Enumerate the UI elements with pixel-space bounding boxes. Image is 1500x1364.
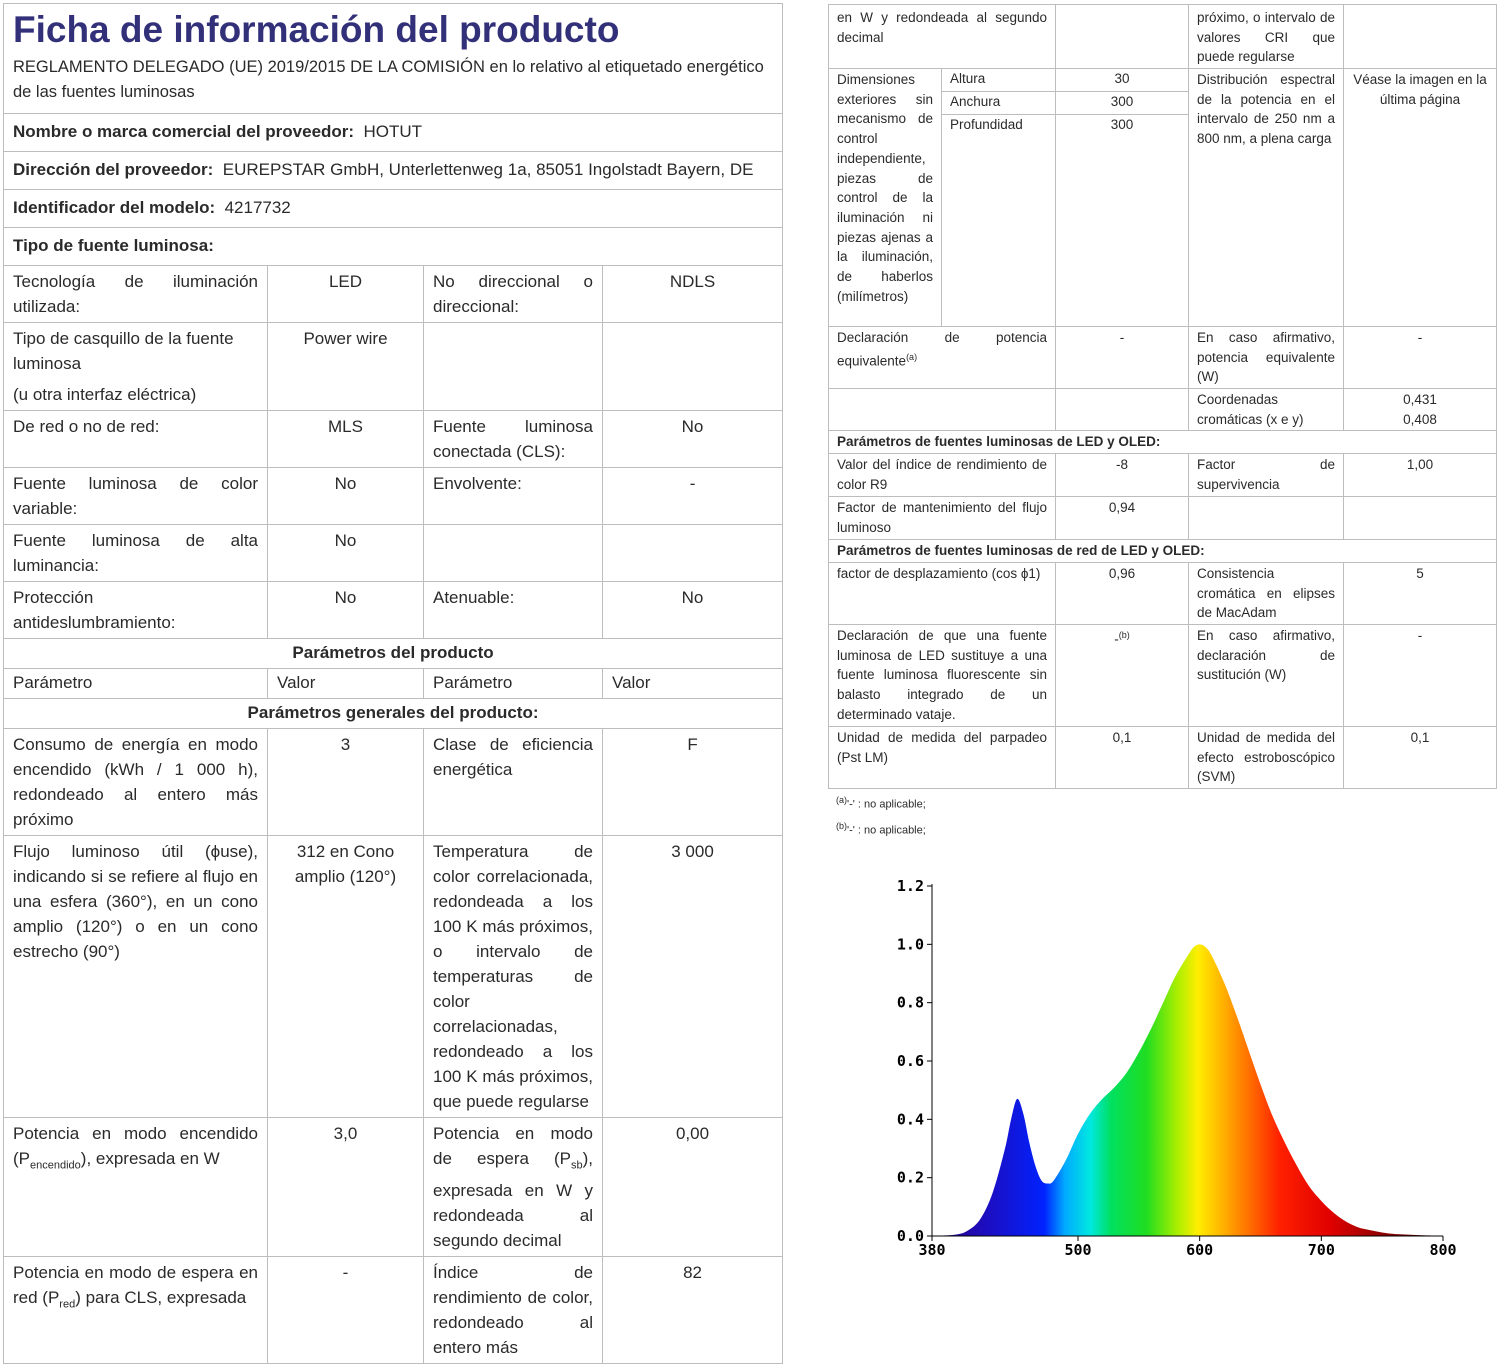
value-cell: 82 xyxy=(603,1257,783,1364)
value-cell xyxy=(1344,5,1497,69)
param-cell: Atenuable: xyxy=(424,582,603,639)
value-cell: - xyxy=(268,1257,424,1364)
param-cell: Fuente luminosa de color variable: xyxy=(4,468,268,525)
param-cell: En caso afirmativo, declaración de sustitución (W) xyxy=(1189,625,1344,727)
param-cell: próximo, o intervalo de valores CRI que puede regularse xyxy=(1189,5,1344,69)
value-cell: No xyxy=(268,468,424,525)
value-cell: 0,1 xyxy=(1056,727,1189,789)
value-cell: Power wire xyxy=(268,323,424,411)
value-cell xyxy=(1344,389,1497,431)
light-source-type-heading: Tipo de fuente luminosa: xyxy=(4,228,783,266)
footnote-a xyxy=(836,789,1496,817)
depth-value: 300 xyxy=(1056,115,1189,327)
column-header: Valor xyxy=(603,669,783,699)
height-value: 30 xyxy=(1056,69,1189,92)
param-cell xyxy=(424,1118,603,1257)
value-cell: F xyxy=(603,729,783,836)
param-cell xyxy=(424,525,603,582)
chromaticity-x: 0,431 xyxy=(1403,392,1437,407)
y-tick-label: 1.2 xyxy=(896,877,924,895)
value-cell: - xyxy=(1344,327,1497,389)
value-cell: 5 xyxy=(1344,563,1497,625)
value-cell: 3,0 xyxy=(268,1118,424,1257)
spectral-distribution-label: Distribución espectral de la potencia en el intervalo de 250 nm a 800 nm, a plena carga xyxy=(1189,69,1344,327)
width-value: 300 xyxy=(1056,92,1189,115)
footnote-b xyxy=(836,815,1496,843)
param-cell xyxy=(4,1257,268,1364)
text-subscript: sb xyxy=(570,1159,583,1172)
supplier-name-row xyxy=(4,114,783,152)
x-tick-label: 600 xyxy=(1186,1241,1214,1259)
product-info-sheet-right xyxy=(828,4,1496,842)
footnote-text: '-' : no aplicable; xyxy=(847,798,926,811)
value-cell xyxy=(1056,5,1189,69)
value-cell: 1,00 xyxy=(1344,454,1497,497)
value-cell: 0,94 xyxy=(1056,497,1189,540)
param-cell xyxy=(1189,497,1344,540)
model-id-label: Identificador del modelo: xyxy=(13,198,216,217)
value-cell: 312 en Cono amplio (120°) xyxy=(268,836,424,1118)
param-cell xyxy=(424,323,603,411)
depth-label: Profundidad xyxy=(942,115,1056,327)
y-tick-label: 0.6 xyxy=(896,1052,924,1070)
param-cell: Factor de supervivencia xyxy=(1189,454,1344,497)
text-subscript: red xyxy=(59,1298,76,1311)
text-part: Potencia en modo de espera (P xyxy=(433,1124,593,1168)
value-cell xyxy=(603,525,783,582)
y-tick-label: 0.8 xyxy=(896,993,924,1012)
width-label: Anchura xyxy=(942,92,1056,115)
value-cell: 3 000 xyxy=(603,836,783,1118)
supplier-name-label: Nombre o marca comercial del proveedor: xyxy=(13,122,355,141)
text-part: Potencia en modo de espera en red (P xyxy=(13,1263,258,1308)
param-cell: Tecnología de iluminación utilizada: xyxy=(4,266,268,323)
spectral-power-chart xyxy=(880,870,1460,1270)
chromaticity-y: 0,408 xyxy=(1403,411,1437,427)
value-cell: No xyxy=(603,411,783,468)
value-cell: - xyxy=(1056,327,1189,389)
text-subscript: encendido xyxy=(30,1159,81,1172)
product-params-heading: Parámetros del producto xyxy=(4,639,783,669)
value-cell xyxy=(1344,497,1497,540)
plot-area xyxy=(932,944,1443,1236)
left-table xyxy=(3,3,783,1364)
param-cell: Coordenadas cromáticas (x e y) xyxy=(1189,389,1344,431)
param-cell: Clase de eficiencia energética xyxy=(424,729,603,836)
cap-type-label: Tipo de casquillo de la fuente luminosa xyxy=(13,329,234,373)
param-cell: Envolvente: xyxy=(424,468,603,525)
value-cell: 0,00 xyxy=(603,1118,783,1257)
model-id-row xyxy=(4,190,783,228)
param-cell: En caso afirmativo, potencia equivalente (W) xyxy=(1189,327,1344,389)
footnotes xyxy=(828,789,1496,842)
mains-led-params-heading: Parámetros de fuentes luminosas de red de LED y OLED: xyxy=(829,540,1497,563)
value-cell: No xyxy=(268,525,424,582)
cap-type-note: (u otra interfaz eléctrica) xyxy=(13,385,197,404)
model-id-value: 4217732 xyxy=(224,198,291,217)
value-cell: No xyxy=(268,582,424,639)
param-cell: Unidad de medida del parpadeo (Pst LM) xyxy=(829,727,1056,789)
supplier-name-value: HOTUT xyxy=(363,122,423,141)
y-tick-label: 1.0 xyxy=(896,935,924,954)
supplier-address-label: Dirección del proveedor: xyxy=(13,160,214,179)
regulation-subtitle: REGLAMENTO DELEGADO (UE) 2019/2015 DE LA COMISIÓN en lo relativo al etiquetado energético de las fuentes luminosas xyxy=(13,58,764,101)
param-cell: Fuente luminosa conectada (CLS): xyxy=(424,411,603,468)
param-cell: No direccional o direccional: xyxy=(424,266,603,323)
value-cell: 0,1 xyxy=(1344,727,1497,789)
x-tick-label: 500 xyxy=(1064,1241,1092,1259)
param-cell: Flujo luminoso útil (ϕuse), indicando si se refiere al flujo en una esfera (360°), en un cono amplio (120°) o en un cono estrecho (90°) xyxy=(4,836,268,1118)
y-tick-label: 0.4 xyxy=(896,1110,924,1129)
param-cell: Índice de rendimiento de color, redondeado al entero más xyxy=(424,1257,603,1364)
x-tick-label: 380 xyxy=(918,1241,946,1259)
param-cell: Declaración de que una fuente luminosa de LED sustituye a una fuente luminosa fluorescente sin balasto integrado de un determinado vataje. xyxy=(829,625,1056,727)
text-part: ) para CLS, expresada xyxy=(75,1288,247,1308)
param-cell: Consumo de energía en modo encendido (kWh / 1 000 h), redondeado al entero más próximo xyxy=(4,729,268,836)
value-cell: NDLS xyxy=(603,266,783,323)
page-title: Ficha de información del producto xyxy=(13,9,620,50)
footnote-text: '-' : no aplicable; xyxy=(847,824,926,837)
value-cell: LED xyxy=(268,266,424,323)
value-cell: - xyxy=(1344,625,1497,727)
value-cell: 3 xyxy=(268,729,424,836)
footnote-mark: (a) xyxy=(836,795,847,805)
param-cell: Consistencia cromática en elipses de MacAdam xyxy=(1189,563,1344,625)
value-cell: - xyxy=(603,468,783,525)
value-cell xyxy=(1056,389,1189,431)
right-table xyxy=(828,4,1497,789)
text-part: ), expresada en W y redondeada al segundo decimal xyxy=(433,1149,593,1251)
supplier-address-value: EUREPSTAR GmbH, Unterlettenweg 1a, 85051 Ingolstadt Bayern, DE xyxy=(222,160,754,179)
product-info-sheet-left xyxy=(3,3,782,1364)
param-cell: Temperatura de color correlacionada, redondeada a los 100 K más próximos, o intervalo de temperaturas de color correlacionadas, redondeado a los 100 K más próximos, que puede regularse xyxy=(424,836,603,1118)
text-superscript: (a) xyxy=(906,351,918,362)
value-cell: MLS xyxy=(268,411,424,468)
value-cell: -8 xyxy=(1056,454,1189,497)
general-params-heading: Parámetros generales del producto: xyxy=(4,699,783,729)
y-tick-label: 0.2 xyxy=(896,1168,924,1187)
supplier-address-row xyxy=(4,152,783,190)
param-cell: factor de desplazamiento (cos ϕ1) xyxy=(829,563,1056,625)
param-cell: en W y redondeada al segundo decimal xyxy=(829,5,1056,69)
param-cell xyxy=(829,327,1056,389)
param-cell: Protección antideslumbramiento: xyxy=(4,582,268,639)
value-cell: No xyxy=(603,582,783,639)
param-cell: Valor del índice de rendimiento de color R9 xyxy=(829,454,1056,497)
text-part: Potencia en modo encendido (P xyxy=(13,1124,258,1168)
param-cell: Unidad de medida del efecto estroboscópico (SVM) xyxy=(1189,727,1344,789)
led-params-heading: Parámetros de fuentes luminosas de LED y OLED: xyxy=(829,431,1497,454)
y-tick-label: 0.0 xyxy=(896,1227,924,1245)
height-label: Altura xyxy=(942,69,1056,92)
x-tick-label: 800 xyxy=(1429,1241,1457,1259)
value-cell: 0,96 xyxy=(1056,563,1189,625)
text-part: ), expresada en W xyxy=(80,1149,220,1168)
column-header: Parámetro xyxy=(4,669,268,699)
param-cell: Fuente luminosa de alta luminancia: xyxy=(4,525,268,582)
value-cell xyxy=(1056,625,1189,727)
column-header: Valor xyxy=(268,669,424,699)
param-cell: Factor de mantenimiento del flujo luminoso xyxy=(829,497,1056,540)
spectrum-series-area xyxy=(932,944,1443,1236)
column-header: Parámetro xyxy=(424,669,603,699)
dimensions-label: Dimensiones exteriores sin mecanismo de control independiente, piezas de control de la iluminación ni piezas ajenas a la iluminación, de haberlos (milímetros) xyxy=(829,69,942,327)
spectral-distribution-value: Véase la imagen en la última página xyxy=(1344,69,1497,327)
x-tick-label: 700 xyxy=(1307,1241,1335,1259)
param-cell xyxy=(4,1118,268,1257)
spectral-chart-svg xyxy=(880,870,1460,1270)
value-cell xyxy=(603,323,783,411)
footnote-mark: (b) xyxy=(836,820,847,831)
param-cell xyxy=(4,323,268,411)
param-cell: De red o no de red: xyxy=(4,411,268,468)
param-cell xyxy=(829,389,1056,431)
text-superscript: (b) xyxy=(1118,630,1130,640)
text-part: - xyxy=(1114,631,1119,647)
text-part: Declaración de potencia equivalente xyxy=(837,330,1047,369)
